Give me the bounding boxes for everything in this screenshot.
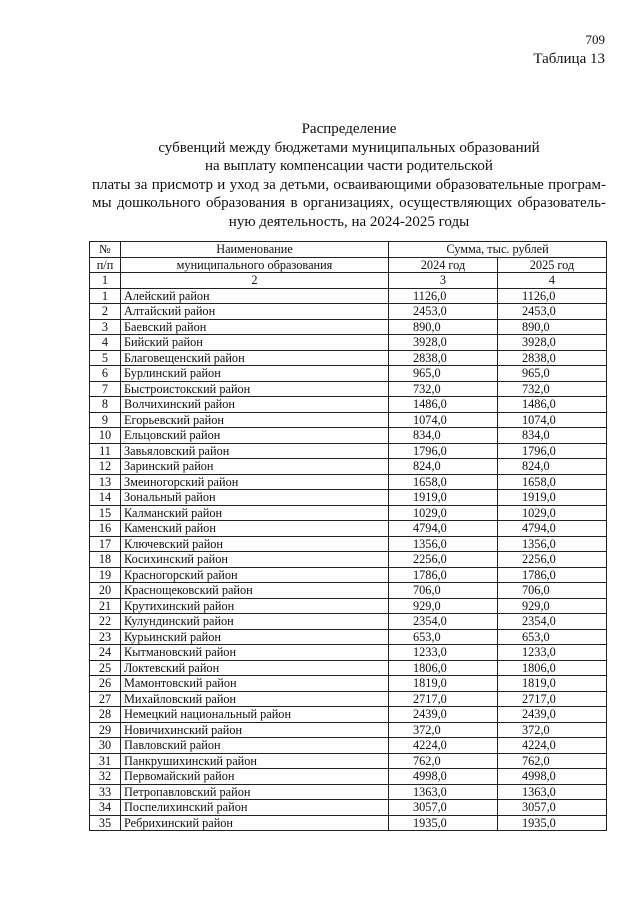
amount-2024: 1658,0: [389, 474, 498, 490]
amount-2025: 1356,0: [498, 536, 607, 552]
row-number: 26: [90, 676, 121, 692]
amount-2025: 2838,0: [498, 350, 607, 366]
amount-2024: 4794,0: [389, 521, 498, 537]
table-row: [90, 707, 607, 723]
row-number: 24: [90, 645, 121, 661]
municipality-name: Алейский район: [121, 288, 389, 304]
row-number: 11: [90, 443, 121, 459]
amount-2025: 4224,0: [498, 738, 607, 754]
table-row: [90, 443, 607, 459]
amount-2024: 965,0: [389, 366, 498, 382]
amount-2024: 1074,0: [389, 412, 498, 428]
amount-2025: 1786,0: [498, 567, 607, 583]
title-line: на выплату компенсации части родительской: [205, 158, 493, 174]
amount-2025: 1658,0: [498, 474, 607, 490]
table-row: [90, 753, 607, 769]
municipality-name: Михайловский район: [121, 691, 389, 707]
table-row: [90, 722, 607, 738]
municipality-name: Первомайский район: [121, 769, 389, 785]
municipality-name: Ключевский район: [121, 536, 389, 552]
row-number: 2: [90, 304, 121, 320]
municipality-name: Панкрушихинский район: [121, 753, 389, 769]
table-row: [90, 800, 607, 816]
row-number: 5: [90, 350, 121, 366]
amount-2025: 1074,0: [498, 412, 607, 428]
row-number: 23: [90, 629, 121, 645]
amount-2025: 1819,0: [498, 676, 607, 692]
row-number: 9: [90, 412, 121, 428]
amount-2025: 2453,0: [498, 304, 607, 320]
amount-2025: 834,0: [498, 428, 607, 444]
amount-2024: 1126,0: [389, 288, 498, 304]
table-row: [90, 397, 607, 413]
header-num: №: [90, 242, 121, 258]
amount-2025: 4998,0: [498, 769, 607, 785]
amount-2024: 890,0: [389, 319, 498, 335]
municipality-name: Змеиногорский район: [121, 474, 389, 490]
row-number: 4: [90, 335, 121, 351]
row-number: 1: [90, 288, 121, 304]
row-number: 16: [90, 521, 121, 537]
table-row: [90, 474, 607, 490]
table-label: Таблица 13: [533, 51, 605, 67]
municipality-name: Благовещенский район: [121, 350, 389, 366]
row-number: 25: [90, 660, 121, 676]
table-row: [90, 459, 607, 475]
municipality-name: Егорьевский район: [121, 412, 389, 428]
amount-2024: 1796,0: [389, 443, 498, 459]
amount-2025: 4794,0: [498, 521, 607, 537]
table-row: [90, 366, 607, 382]
table-row: [90, 536, 607, 552]
row-number: 13: [90, 474, 121, 490]
amount-2024: 2838,0: [389, 350, 498, 366]
row-number: 18: [90, 552, 121, 568]
amount-2024: 372,0: [389, 722, 498, 738]
table-row: [90, 505, 607, 521]
amount-2024: 824,0: [389, 459, 498, 475]
row-number: 27: [90, 691, 121, 707]
row-number: 20: [90, 583, 121, 599]
row-number: 12: [90, 459, 121, 475]
municipality-name: Баевский район: [121, 319, 389, 335]
municipality-name: Поспелихинский район: [121, 800, 389, 816]
row-number: 7: [90, 381, 121, 397]
table-row: [90, 598, 607, 614]
header-year-2024: 2024 год: [389, 257, 498, 273]
amount-2024: 762,0: [389, 753, 498, 769]
amount-2025: 1806,0: [498, 660, 607, 676]
municipality-name: Крутихинский район: [121, 598, 389, 614]
table-row: [90, 583, 607, 599]
amount-2024: 834,0: [389, 428, 498, 444]
amount-2024: 706,0: [389, 583, 498, 599]
municipality-name: Краснощековский район: [121, 583, 389, 599]
amount-2024: 1819,0: [389, 676, 498, 692]
row-number: 6: [90, 366, 121, 382]
table-row: [90, 660, 607, 676]
amount-2025: 3928,0: [498, 335, 607, 351]
amount-2025: 3057,0: [498, 800, 607, 816]
municipality-name: Петропавловский район: [121, 784, 389, 800]
row-number: 30: [90, 738, 121, 754]
municipality-name: Алтайский район: [121, 304, 389, 320]
title-line: ную деятельность, на 2024-2025 годы: [228, 213, 470, 230]
municipality-name: Красногорский район: [121, 567, 389, 583]
page-number: 709: [585, 32, 605, 47]
amount-2025: 1029,0: [498, 505, 607, 521]
amount-2025: 890,0: [498, 319, 607, 335]
amount-2025: 1796,0: [498, 443, 607, 459]
municipality-name: Косихинский район: [121, 552, 389, 568]
row-number: 8: [90, 397, 121, 413]
amount-2024: 653,0: [389, 629, 498, 645]
municipality-name: Немецкий национальный район: [121, 707, 389, 723]
amount-2024: 1029,0: [389, 505, 498, 521]
amount-2025: 1935,0: [498, 815, 607, 831]
amount-2025: 2439,0: [498, 707, 607, 723]
header-name-sub: муниципального образования: [121, 257, 389, 273]
row-number: 10: [90, 428, 121, 444]
table-row: [90, 304, 607, 320]
table-body: [90, 288, 607, 831]
amount-2025: 706,0: [498, 583, 607, 599]
municipality-name: Зональный район: [121, 490, 389, 506]
column-number: 1: [90, 273, 121, 289]
column-number: 2: [121, 273, 389, 289]
municipality-name: Курьинский район: [121, 629, 389, 645]
amount-2025: 2354,0: [498, 614, 607, 630]
amount-2025: 965,0: [498, 366, 607, 382]
amount-2024: 4998,0: [389, 769, 498, 785]
amount-2025: 372,0: [498, 722, 607, 738]
table-row: [90, 738, 607, 754]
amount-2024: 2256,0: [389, 552, 498, 568]
table-row: [90, 676, 607, 692]
table-row: [90, 691, 607, 707]
subsidy-table: [89, 241, 607, 831]
amount-2025: 762,0: [498, 753, 607, 769]
municipality-name: Быстроистокский район: [121, 381, 389, 397]
row-number: 15: [90, 505, 121, 521]
title-line: платы за присмотр и уход за детьми, осваивающими образовательные програм-: [92, 176, 606, 193]
amount-2025: 1233,0: [498, 645, 607, 661]
row-number: 34: [90, 800, 121, 816]
municipality-name: Ребрихинский район: [121, 815, 389, 831]
municipality-name: Ельцовский район: [121, 428, 389, 444]
table-row: [90, 769, 607, 785]
header-num-sub: п/п: [90, 257, 121, 273]
row-number: 29: [90, 722, 121, 738]
title-line: Распределение: [301, 121, 397, 137]
amount-2024: 4224,0: [389, 738, 498, 754]
amount-2024: 929,0: [389, 598, 498, 614]
amount-2024: 2717,0: [389, 691, 498, 707]
table-row: [90, 288, 607, 304]
municipality-name: Бийский район: [121, 335, 389, 351]
row-number: 3: [90, 319, 121, 335]
document-title: [92, 120, 606, 231]
amount-2025: 2717,0: [498, 691, 607, 707]
amount-2024: 2439,0: [389, 707, 498, 723]
municipality-name: Кытмановский район: [121, 645, 389, 661]
amount-2024: 1786,0: [389, 567, 498, 583]
header-name: Наименование: [121, 242, 389, 258]
municipality-name: Новичихинский район: [121, 722, 389, 738]
amount-2025: 929,0: [498, 598, 607, 614]
header-year-2025: 2025 год: [498, 257, 607, 273]
table-row: [90, 614, 607, 630]
amount-2024: 1233,0: [389, 645, 498, 661]
amount-2025: 1919,0: [498, 490, 607, 506]
municipality-name: Мамонтовский район: [121, 676, 389, 692]
amount-2024: 1363,0: [389, 784, 498, 800]
row-number: 19: [90, 567, 121, 583]
title-line: субвенций между бюджетами муниципальных образований: [158, 139, 540, 156]
row-number: 21: [90, 598, 121, 614]
amount-2024: 1486,0: [389, 397, 498, 413]
municipality-name: Калманский район: [121, 505, 389, 521]
table-row: [90, 521, 607, 537]
amount-2024: 2354,0: [389, 614, 498, 630]
amount-2025: 1126,0: [498, 288, 607, 304]
table-row: [90, 319, 607, 335]
amount-2024: 2453,0: [389, 304, 498, 320]
municipality-name: Заринский район: [121, 459, 389, 475]
row-number: 22: [90, 614, 121, 630]
table-row: [90, 552, 607, 568]
row-number: 35: [90, 815, 121, 831]
amount-2024: 1935,0: [389, 815, 498, 831]
municipality-name: Павловский район: [121, 738, 389, 754]
amount-2024: 1806,0: [389, 660, 498, 676]
column-number: 4: [498, 273, 607, 289]
header-sum: Сумма, тыс. рублей: [389, 242, 607, 258]
municipality-name: Каменский район: [121, 521, 389, 537]
amount-2024: 732,0: [389, 381, 498, 397]
table-row: [90, 645, 607, 661]
municipality-name: Кулундинский район: [121, 614, 389, 630]
table-row: [90, 428, 607, 444]
row-number: 28: [90, 707, 121, 723]
amount-2025: 2256,0: [498, 552, 607, 568]
municipality-name: Локтевский район: [121, 660, 389, 676]
table-row: [90, 784, 607, 800]
table-row: [90, 412, 607, 428]
table-row: [90, 350, 607, 366]
table-row: [90, 815, 607, 831]
table-header: [90, 242, 607, 289]
amount-2025: 1486,0: [498, 397, 607, 413]
table-row: [90, 381, 607, 397]
row-number: 33: [90, 784, 121, 800]
municipality-name: Волчихинский район: [121, 397, 389, 413]
amount-2024: 1356,0: [389, 536, 498, 552]
column-number: 3: [389, 273, 498, 289]
title-line: мы дошкольного образования в организациях, осуществляющих образователь-: [92, 195, 606, 211]
municipality-name: Бурлинский район: [121, 366, 389, 382]
table-row: [90, 490, 607, 506]
amount-2024: 3928,0: [389, 335, 498, 351]
table-row: [90, 629, 607, 645]
amount-2024: 3057,0: [389, 800, 498, 816]
row-number: 17: [90, 536, 121, 552]
row-number: 32: [90, 769, 121, 785]
amount-2025: 1363,0: [498, 784, 607, 800]
amount-2025: 653,0: [498, 629, 607, 645]
row-number: 14: [90, 490, 121, 506]
amount-2024: 1919,0: [389, 490, 498, 506]
amount-2025: 824,0: [498, 459, 607, 475]
municipality-name: Завьяловский район: [121, 443, 389, 459]
table-row: [90, 567, 607, 583]
table-row: [90, 335, 607, 351]
row-number: 31: [90, 753, 121, 769]
amount-2025: 732,0: [498, 381, 607, 397]
